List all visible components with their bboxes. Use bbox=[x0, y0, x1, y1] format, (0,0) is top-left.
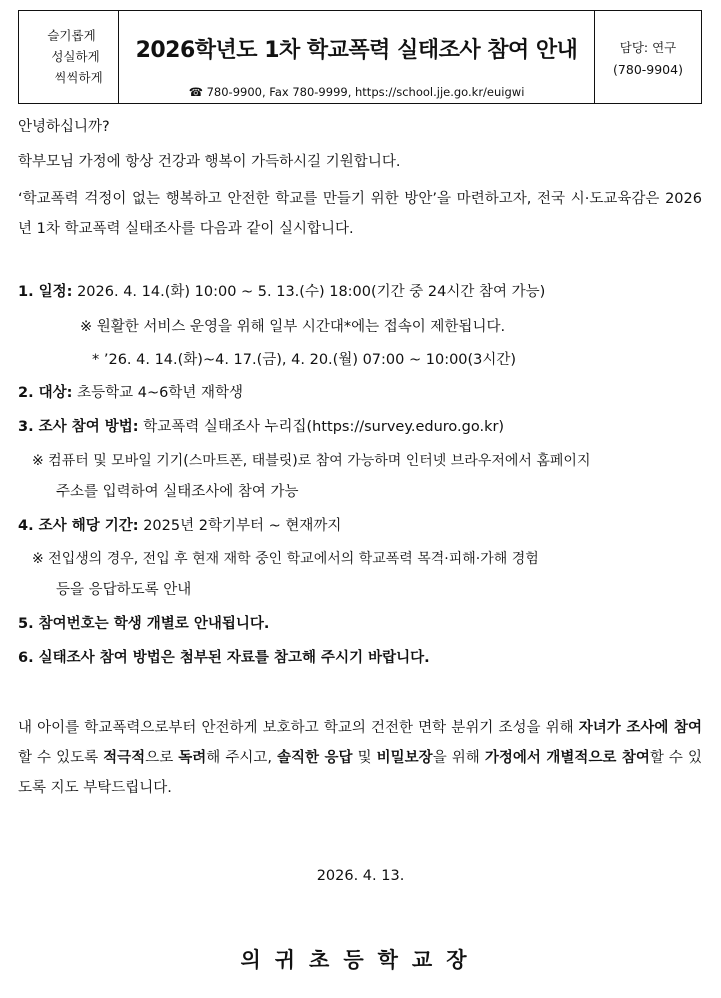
closing-text-2: 할 수 있도록 bbox=[18, 750, 104, 766]
period-note-1: ※ 전입생의 경우, 전입 후 현재 재학 중인 학교에서의 학교폭력 목격·피해·가해 경험 bbox=[32, 551, 539, 567]
motto-line-2: 성실하게 bbox=[51, 49, 100, 64]
closing-text-7: 할 수 있도록 지도 부탁드립니다. bbox=[18, 750, 702, 796]
closing-text-1: 내 아이를 학교폭력으로부터 안전하게 보호하고 학교의 건전한 면학 분위기 조성을 위해 bbox=[18, 720, 579, 736]
period-value: 2025년 2학기부터 ~ 현재까지 bbox=[138, 518, 342, 534]
charge-phone: (780-9904) bbox=[613, 62, 683, 77]
contact-info: ☎ 780-9900, Fax 780-9999, https://school.jje.go.kr/euigwi bbox=[188, 85, 525, 99]
method-note-2: 주소를 입력하여 실태조사에 참여 가능 bbox=[56, 484, 299, 500]
schedule-label: 1. 일정: bbox=[18, 284, 73, 300]
wish-text: 학부모님 가정에 항상 건강과 행복이 가득하시길 기원합니다. bbox=[18, 154, 401, 170]
letter-header bbox=[18, 10, 702, 104]
closing-text-5: 및 bbox=[352, 750, 377, 766]
method-value: 학교폭력 실태조사 누리집(https://survey.eduro.go.kr) bbox=[138, 419, 505, 435]
page-title: 2026학년도 1차 학교폭력 실태조사 참여 안내 bbox=[135, 38, 578, 63]
period-note-2: 등을 응답하도록 안내 bbox=[56, 582, 192, 598]
letter-date: 2026. 4. 13. bbox=[316, 868, 405, 884]
item-period bbox=[18, 516, 702, 536]
closing-text-3: 으로 bbox=[145, 750, 179, 766]
closing-text-6: 을 위해 bbox=[432, 750, 485, 766]
closing-bold-5: 비밀보장 bbox=[376, 750, 433, 766]
schedule-note: ※ 원활한 서비스 운영을 위해 일부 시간대*에는 접속이 제한됩니다. bbox=[80, 319, 506, 335]
item-method bbox=[18, 417, 702, 437]
item-attachment: 6. 실태조사 참여 방법은 첨부된 자료를 참고해 주시기 바랍니다. bbox=[18, 650, 430, 666]
signature: 의귀초등학교장 bbox=[240, 948, 481, 972]
closing-bold-4: 솔직한 응답 bbox=[277, 750, 353, 766]
closing-paragraph bbox=[18, 713, 702, 803]
item-target bbox=[18, 383, 702, 403]
method-note-1: ※ 컴퓨터 및 모바일 기기(스마트폰, 태블릿)로 참여 가능하며 인터넷 브라우저에서 홈페이지 bbox=[32, 453, 591, 469]
purpose-text: ‘학교폭력 걱정이 없는 행복하고 안전한 학교를 만들기 위한 방안’을 마련하고자, 전국 시·도교육감은 2026년 1차 학교폭력 실태조사를 다음과 같이 실시합니다. bbox=[18, 191, 702, 237]
title-block bbox=[119, 11, 595, 103]
closing-bold-2: 적극적 bbox=[103, 750, 146, 766]
motto-line-1: 슬기롭게 bbox=[47, 28, 96, 43]
closing-text-4: 해 주시고, bbox=[206, 750, 278, 766]
item-participation-number: 5. 참여번호는 학생 개별로 안내됩니다. bbox=[18, 616, 270, 632]
method-label: 3. 조사 참여 방법: bbox=[18, 419, 139, 435]
schedule-value: 2026. 4. 14.(화) 10:00 ~ 5. 13.(수) 18:00(기간 중 24시간 참여 가능) bbox=[72, 284, 546, 300]
target-value: 초등학교 4~6학년 재학생 bbox=[72, 385, 243, 401]
closing-bold-1: 자녀가 조사에 참여 bbox=[578, 720, 702, 736]
person-in-charge bbox=[595, 11, 701, 103]
period-label: 4. 조사 해당 기간: bbox=[18, 518, 139, 534]
schedule-note-detail: * ’26. 4. 14.(화)~4. 17.(금), 4. 20.(월) 07:00 ~ 10:00(3시간) bbox=[92, 352, 517, 368]
greeting: 안녕하십니까? bbox=[18, 119, 110, 135]
school-motto bbox=[19, 11, 119, 103]
item-schedule bbox=[18, 282, 702, 302]
motto-line-3: 씩씩하게 bbox=[54, 70, 103, 85]
closing-bold-3: 독려 bbox=[178, 750, 207, 766]
target-label: 2. 대상: bbox=[18, 385, 73, 401]
closing-bold-6: 가정에서 개별적으로 참여 bbox=[484, 750, 650, 766]
charge-person: 담당: 연구 bbox=[619, 40, 677, 55]
